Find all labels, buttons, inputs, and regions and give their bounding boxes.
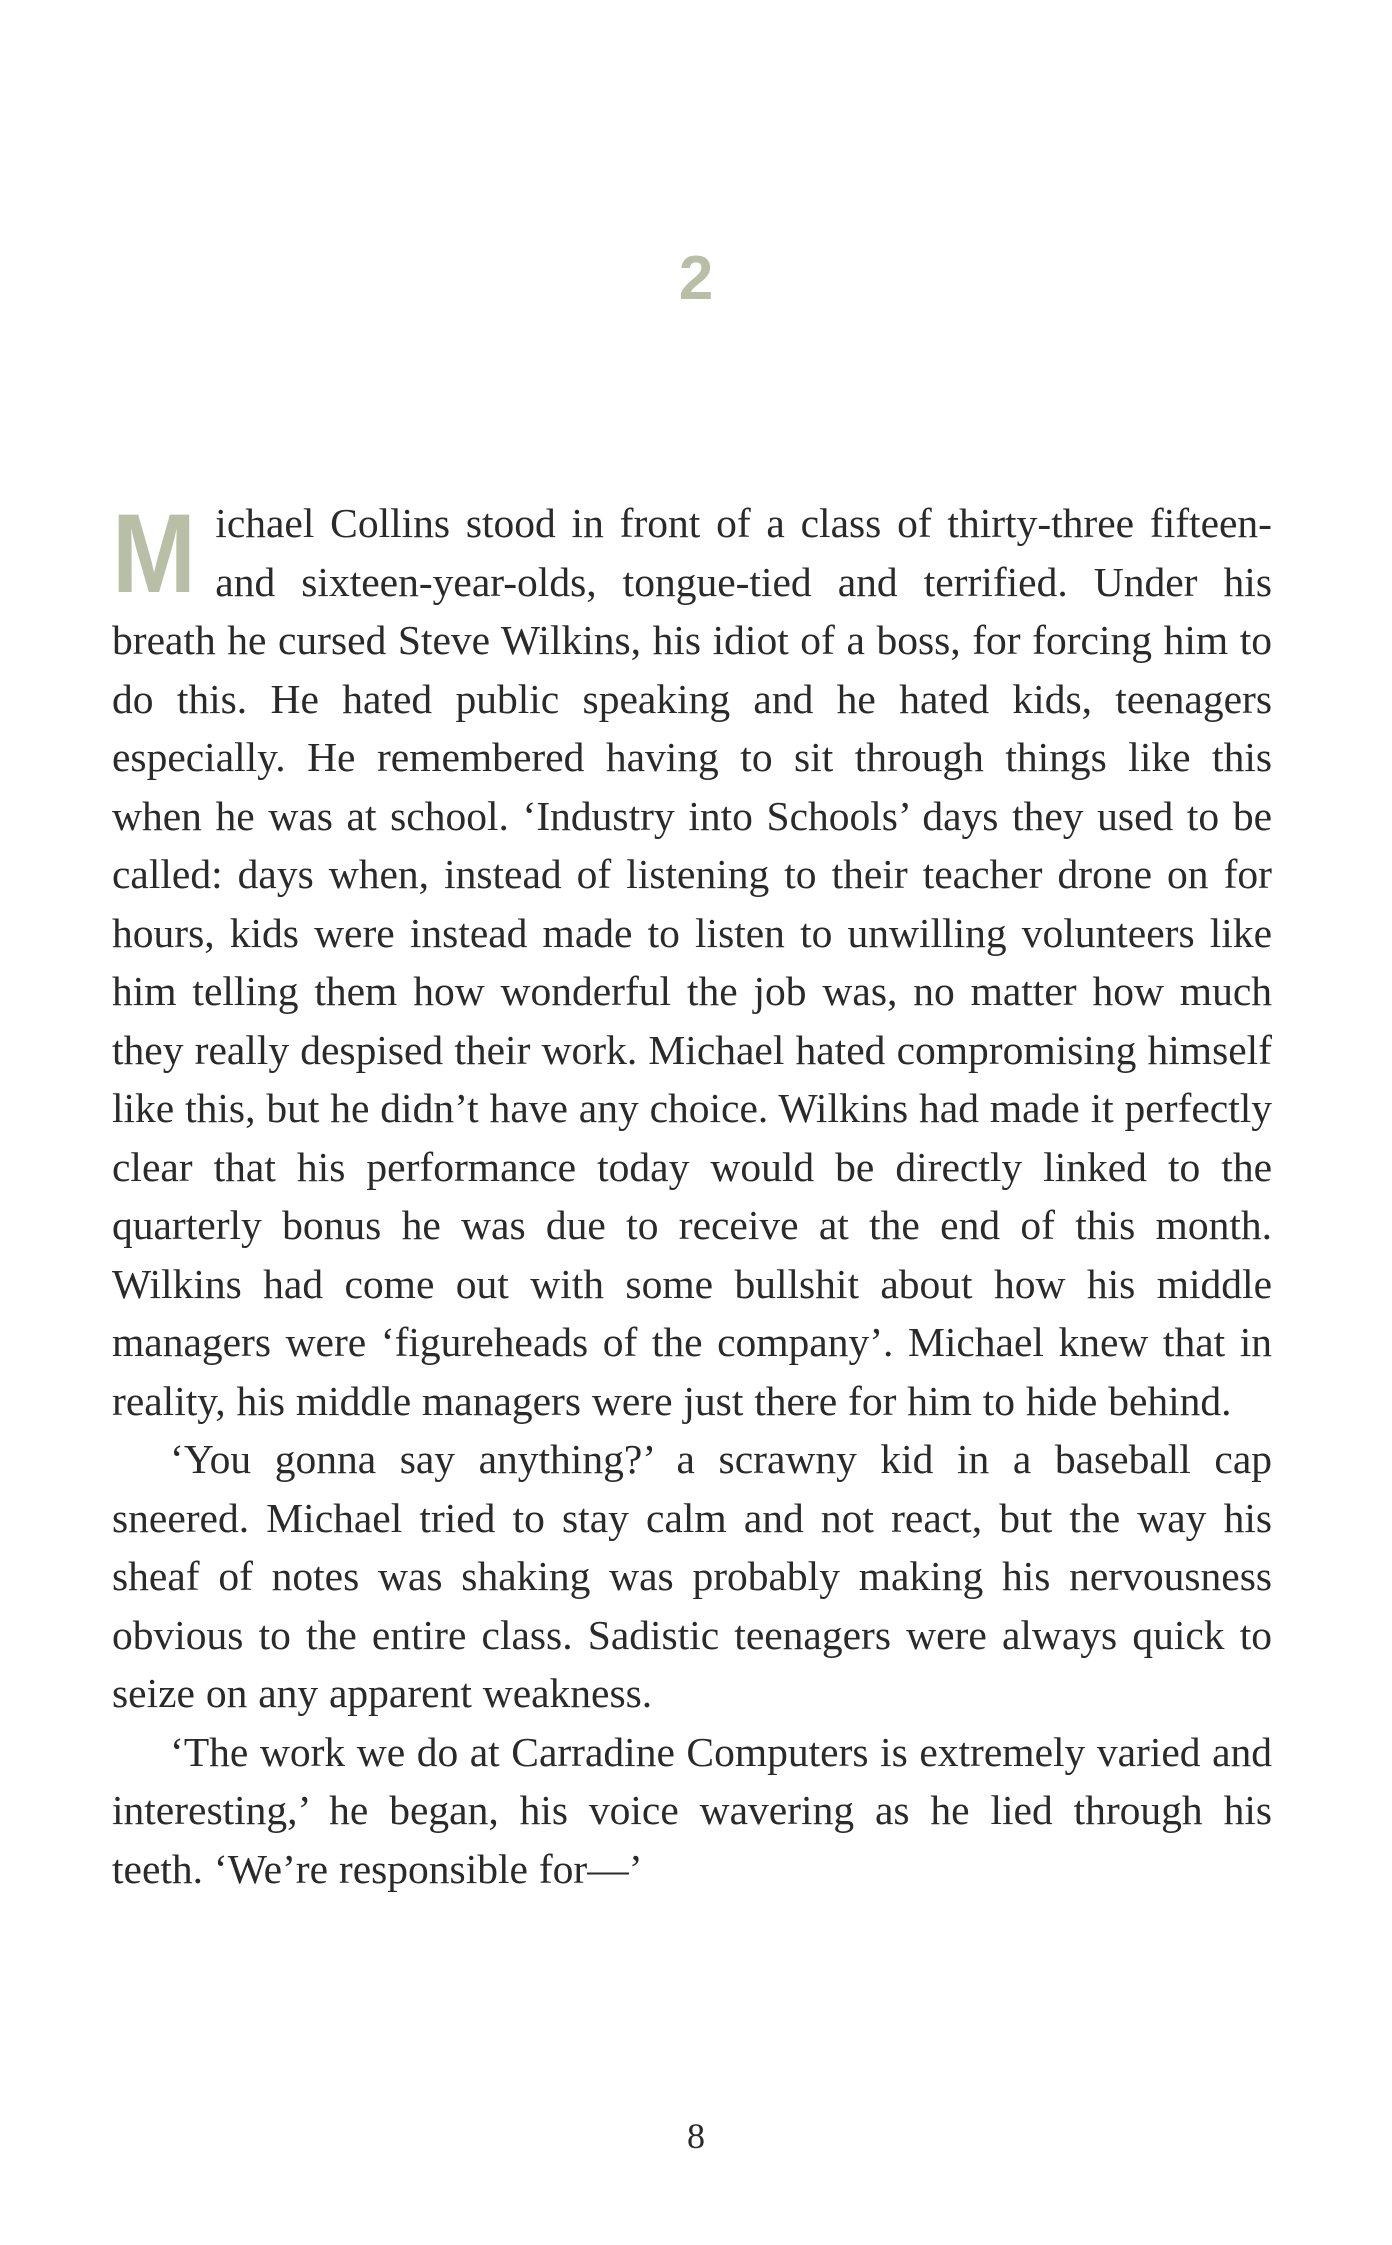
paragraph-1 [112,491,1272,1430]
paragraph-3: ‘The work we do at Carradine Computers is extremely varied and interesting,’ he began, his voice wavering as he lied through his teeth. ‘We’re responsible for—’ [112,1728,1272,1892]
chapter-number: 2 [678,244,714,313]
chapter-text [112,491,1272,1898]
page-number: 8 [687,2116,705,2156]
drop-cap: M [112,491,195,616]
paragraph-2: ‘You gonna say anything?’ a scrawny kid in a baseball cap sneered. Michael tried to stay calm and not react, but the way his sheaf of notes was shaking was probably making his nervousness obvious to the entire class. Sadistic teenagers were always quick to seize on any apparent weakness. [112,1436,1272,1716]
paragraph-1-text: ichael Collins stood in front of a class of thirty-three fifteen- and sixteen-year-olds, tongue-tied and terrified. Under his breath he cursed Steve Wilkins, his idiot of a boss, for forcing him to do this. He hated public speaking and he hated kids, teenagers especially. He remembered having to sit through things like this when he was at school. ‘Industry into Schools’ days they used to be called: days when, instead of listening to their teacher drone on for hours, kids were instead made to listen to unwilling volunteers like him telling them how wonderful the job was, no matter how much they really despised their work. Michael hated compromising himself like this, but he didn’t have any choice. Wilkins had made it perfectly clear that his performance today would be directly linked to the quarterly bonus he was due to receive at the end of this month. Wilkins had come out with some bullshit about how his middle managers were ‘figureheads of the company’. Michael knew that in reality, his middle managers were just there for him to hide behind. [112,500,1272,1424]
